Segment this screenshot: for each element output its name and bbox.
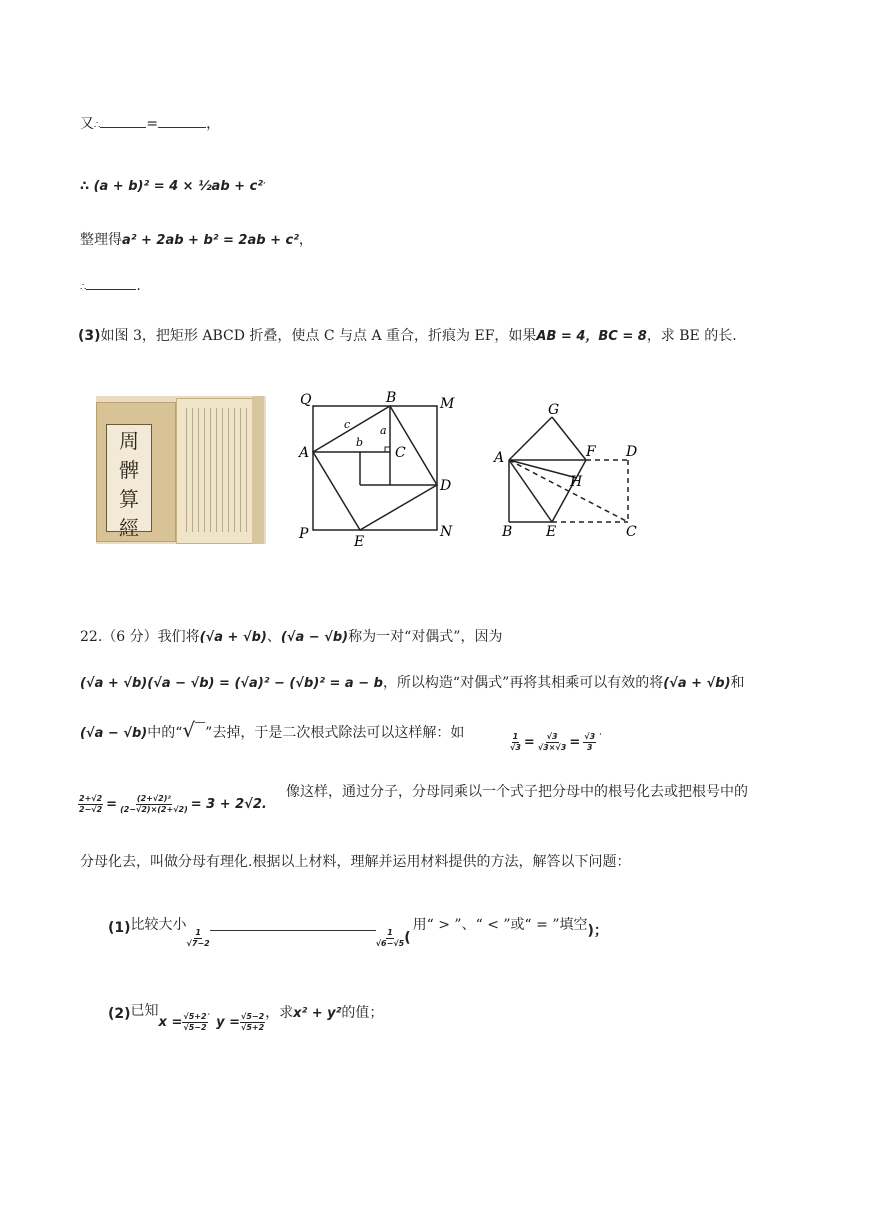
part-2 [108, 1000, 383, 1033]
q22-head: 22.（6 分）我们将 [80, 629, 200, 645]
q3-label: (3) [78, 328, 101, 344]
answer-blank[interactable] [210, 912, 376, 931]
frac-den: 3 [586, 743, 593, 752]
frac-den: √3 [510, 743, 521, 752]
blank-3 [86, 279, 136, 290]
book-page-text [186, 408, 252, 532]
q22-line3-text: 中的“ [147, 725, 183, 741]
part-2-expr: x² + y² [293, 1006, 342, 1021]
x-var: x = [158, 1015, 183, 1030]
label-M: M [440, 396, 455, 412]
part-2-text: 已知 [130, 1003, 159, 1019]
q22-identity: (√a + √b)(√a − √b) = (√a)² − (√b)² = a − b [80, 676, 383, 691]
label-B: B [386, 390, 397, 406]
line-4 [80, 276, 141, 298]
label-Q: Q [300, 392, 312, 408]
q22-line2 [80, 673, 745, 694]
frac-den: √7−2 [186, 939, 210, 948]
frac-num: √5−2 [240, 1012, 265, 1021]
label-D: D [440, 478, 452, 494]
frac-den: (2−√2)×(2+√2) [120, 805, 188, 814]
label-F: F [586, 444, 596, 460]
part-2-ask: ，求 [265, 1005, 294, 1021]
label-C: C [626, 524, 637, 540]
frac-den: √5−2 [183, 1023, 207, 1032]
q22-pair2: (√a − √b) [280, 630, 349, 645]
radical-symbol: √‾ [182, 718, 206, 742]
label-A: A [299, 445, 310, 461]
label-N: N [440, 524, 453, 540]
figure-folded-rectangle [490, 400, 650, 546]
label-D: D [626, 444, 638, 460]
q22-line4-text: 像这样，通过分子，分母同乘以一个式子把分母中的根号化去或把根号中的 [286, 784, 748, 800]
label-E: E [354, 534, 365, 548]
q22-pair1: (√a + √b) [199, 630, 267, 645]
book-title-char-1: 周 [119, 429, 139, 453]
label-E: E [546, 524, 557, 540]
therefore-symbol: ∴ [94, 120, 101, 131]
part-1-hint: 用“ > ”、“ < ”或“ = ”填空 [412, 917, 588, 933]
q22-line3 [80, 720, 464, 744]
you-char: 又 [80, 116, 94, 132]
q3-text: 如图 3，把矩形 ABCD 折叠，使点 C 与点 A 重合，折痕为 EF，如果 [100, 328, 537, 344]
q3-condition: AB = 4，BC = 8 [536, 329, 647, 344]
line-1 [80, 114, 220, 136]
part-2-end: 的值； [341, 1005, 384, 1021]
frac-num: √5+2 [183, 1012, 207, 1021]
label-G: G [548, 402, 560, 418]
q22-line5 [80, 852, 630, 872]
equals-sign: = [523, 735, 535, 750]
apostrophe-mark: ’ [599, 732, 602, 741]
frac-den: √5+2 [240, 1023, 265, 1032]
example-1 [510, 732, 602, 753]
blank-2 [158, 117, 206, 128]
q22-line2-text: ，所以构造“对偶式”再将其相乘可以有效的将 [382, 675, 664, 691]
frac-den: 2−√2 [79, 805, 103, 814]
separator: 、 [266, 629, 281, 645]
part-2-label: (2) [108, 1006, 131, 1022]
frac-num: √3 [546, 732, 558, 741]
close-paren: )； [587, 923, 608, 939]
label-P: P [299, 526, 309, 542]
comma: ， [298, 232, 313, 248]
q22-line4 [286, 782, 748, 802]
figure-pythagoras-square [296, 386, 466, 548]
part-1 [108, 914, 608, 949]
q3-text-end: ，求 BE 的长. [646, 328, 737, 344]
question-3 [78, 326, 737, 347]
book-title-char-3: 算 [119, 487, 139, 511]
line-3 [80, 230, 313, 251]
label-H: H [570, 474, 583, 490]
q22-line3-text2: ”去掉，于是二次根式除法可以这样解：如 [205, 725, 465, 741]
frac-num: √3 [584, 732, 596, 741]
frac-num: 1 [512, 732, 519, 741]
frac-den: √6−√5 [375, 939, 405, 948]
zhengli-label: 整理得 [80, 232, 122, 248]
line-2 [80, 176, 266, 197]
q22-line5-text: 分母化去，叫做分母有理化.根据以上材料，理解并运用材料提供的方法，解答以下问题： [80, 854, 631, 870]
q22-line2-pair: (√a + √b) [663, 676, 731, 691]
label-A: A [494, 450, 505, 466]
equation-simplified: a² + 2ab + b² = 2ab + c² [122, 233, 299, 248]
book-title-char-4: 經 [119, 516, 139, 540]
part-1-text: 比较大小 [130, 917, 187, 933]
blank-1 [100, 117, 146, 128]
frac-num: 1 [387, 928, 393, 937]
frac-den: √3×√3 [537, 743, 567, 752]
example-2: $\frac{2+√2}{2-√2}$ = $\frac{\text{(2+√2)²}}{(2-√2)\times(2+√2)}$ = 3 + 2√2. [79, 794, 267, 814]
label-a: a [380, 424, 387, 437]
example-2-result: = 3 + 2√2. [190, 797, 267, 812]
y-var: y = [216, 1015, 240, 1030]
book-title-char-2: 髀 [119, 458, 139, 482]
figure-book-image [96, 396, 266, 544]
label-b: b [356, 436, 364, 449]
label-c: c [344, 418, 351, 431]
frac-num: (2+√2)² [136, 794, 171, 803]
part-1-label: (1) [108, 920, 131, 936]
q22-tail: 称为一对“对偶式”，因为 [348, 629, 503, 645]
q22-intro [80, 627, 502, 648]
equals-sign: = [146, 116, 159, 132]
comma: ， [206, 116, 221, 132]
equals-sign: = [569, 735, 581, 750]
therefore-symbol: ∴ [80, 282, 87, 293]
open-paren: ( [404, 930, 411, 946]
equation-expand: ∴ (a + b)² = 4 × ½ab + c² [80, 179, 263, 194]
and-char: 和 [730, 675, 745, 691]
frac-num: 1 [195, 928, 201, 937]
label-B: B [502, 524, 513, 540]
apostrophe-mark: ’ [207, 1012, 211, 1021]
label-C: C [395, 445, 406, 461]
period: . [136, 278, 141, 294]
frac-num: 2+√2 [79, 794, 103, 803]
apostrophe-mark: ’ [262, 181, 266, 190]
q22-line3-pair: (√a − √b) [80, 726, 148, 741]
